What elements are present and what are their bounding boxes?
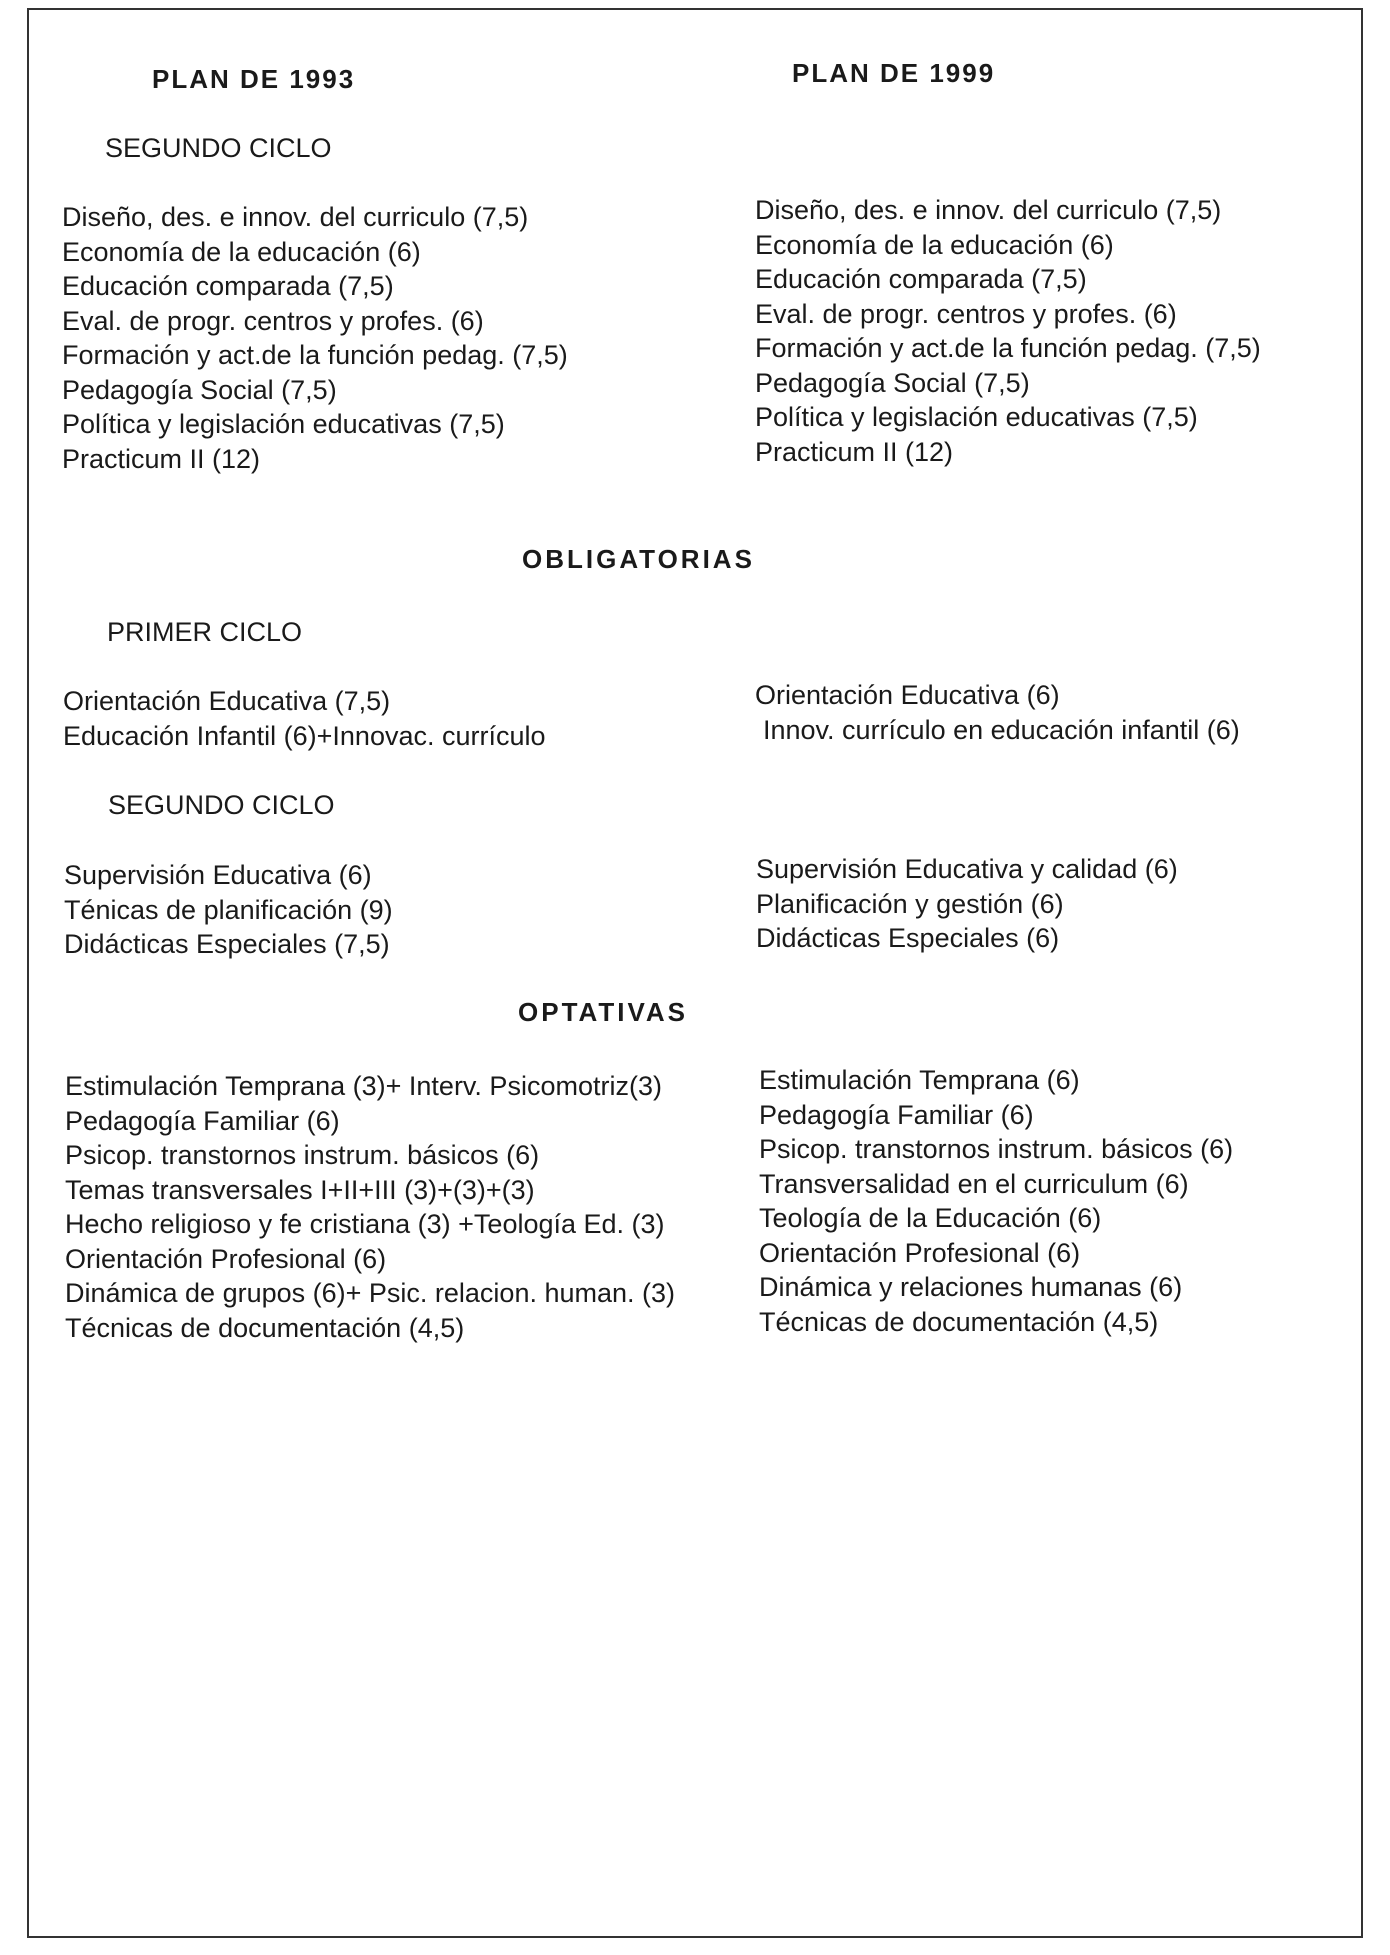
- plan-1999-segundo-ciclo-obligatorias-list: [756, 852, 1178, 956]
- plan-1993-segundo-ciclo-list: [62, 200, 568, 476]
- list-item: Educación Infantil (6)+Innovac. currículo: [63, 720, 546, 751]
- plan-1993-optativas-list: [65, 1069, 675, 1345]
- list-item: Transversalidad en el curriculum (6): [759, 1168, 1189, 1199]
- list-item: Hecho religioso y fe cristiana (3) +Teología Ed. (3): [65, 1209, 665, 1239]
- list-item: Temas transversales I+II+III (3)+(3)+(3): [65, 1174, 535, 1205]
- list-item: Eval. de progr. centros y profes. (6): [62, 305, 484, 336]
- list-item: Supervisión Educativa y calidad (6): [756, 854, 1178, 884]
- segundo-ciclo-label: SEGUNDO CICLO: [105, 133, 332, 163]
- list-item: Pedagogía Familiar (6): [65, 1105, 340, 1136]
- list-item: Técnicas de documentación (4,5): [759, 1306, 1159, 1337]
- list-item: Economía de la educación (6): [62, 236, 421, 267]
- list-item: Practicum II (12): [62, 443, 261, 474]
- list-item: Política y legislación educativas (7,5): [755, 402, 1198, 432]
- list-item: Pedagogía Familiar (6): [759, 1099, 1034, 1130]
- list-item: Didácticas Especiales (6): [756, 923, 1060, 953]
- plan-1993-heading: PLAN DE 1993: [152, 64, 356, 94]
- list-item: Economía de la educación (6): [755, 229, 1114, 260]
- list-item: Ténicas de planificación (9): [64, 894, 393, 925]
- list-item: Pedagogía Social (7,5): [755, 367, 1030, 398]
- list-item: Dinámica y relaciones humanas (6): [759, 1272, 1183, 1302]
- list-item: Teología de la Educación (6): [759, 1203, 1102, 1233]
- list-item: Formación y act.de la función pedag. (7,5): [62, 340, 568, 370]
- list-item: Psicop. transtornos instrum. básicos (6): [65, 1140, 540, 1170]
- primer-ciclo-label: PRIMER CICLO: [107, 617, 303, 647]
- list-item: Dinámica de grupos (6)+ Psic. relacion. human. (3): [65, 1278, 676, 1308]
- list-item: Educación comparada (7,5): [755, 264, 1087, 294]
- list-item: Planificación y gestión (6): [756, 888, 1064, 919]
- list-item: Técnicas de documentación (4,5): [65, 1312, 465, 1343]
- plan-1999-segundo-ciclo-list: [755, 193, 1261, 469]
- list-item: Didácticas Especiales (7,5): [64, 929, 390, 959]
- plan-1999-optativas-list: [759, 1063, 1233, 1339]
- list-item: Supervisión Educativa (6): [64, 860, 372, 890]
- plan-1993-segundo-ciclo-obligatorias-list: [64, 858, 393, 962]
- list-item: Orientación Educativa (6): [755, 680, 1060, 710]
- list-item: Política y legislación educativas (7,5): [62, 409, 505, 439]
- list-item: Pedagogía Social (7,5): [62, 374, 337, 405]
- list-item: Practicum II (12): [755, 436, 954, 467]
- list-item: Estimulación Temprana (3)+ Interv. Psicomotriz(3): [65, 1071, 662, 1101]
- optativas-heading: OPTATIVAS: [518, 997, 688, 1027]
- plan-1993-primer-ciclo-list: [63, 684, 546, 753]
- list-item: Educación comparada (7,5): [62, 271, 394, 301]
- list-item: Estimulación Temprana (6): [759, 1065, 1080, 1095]
- list-item: Eval. de progr. centros y profes. (6): [755, 298, 1177, 329]
- list-item: Orientación Profesional (6): [759, 1237, 1081, 1268]
- list-item: Diseño, des. e innov. del curriculo (7,5): [755, 195, 1222, 225]
- list-item: Diseño, des. e innov. del curriculo (7,5): [62, 202, 529, 232]
- list-item: Formación y act.de la función pedag. (7,5): [755, 333, 1261, 363]
- segundo-ciclo-obligatorias-label: SEGUNDO CICLO: [108, 790, 335, 820]
- obligatorias-heading: OBLIGATORIAS: [522, 544, 755, 574]
- list-item: Innov. currículo en educación infantil (6): [763, 714, 1240, 745]
- list-item: Orientación Educativa (7,5): [63, 686, 391, 716]
- list-item: Orientación Profesional (6): [65, 1243, 387, 1274]
- plan-1999-heading: PLAN DE 1999: [792, 58, 996, 88]
- plan-1999-primer-ciclo-list: [755, 678, 1240, 747]
- list-item: Psicop. transtornos instrum. básicos (6): [759, 1134, 1234, 1164]
